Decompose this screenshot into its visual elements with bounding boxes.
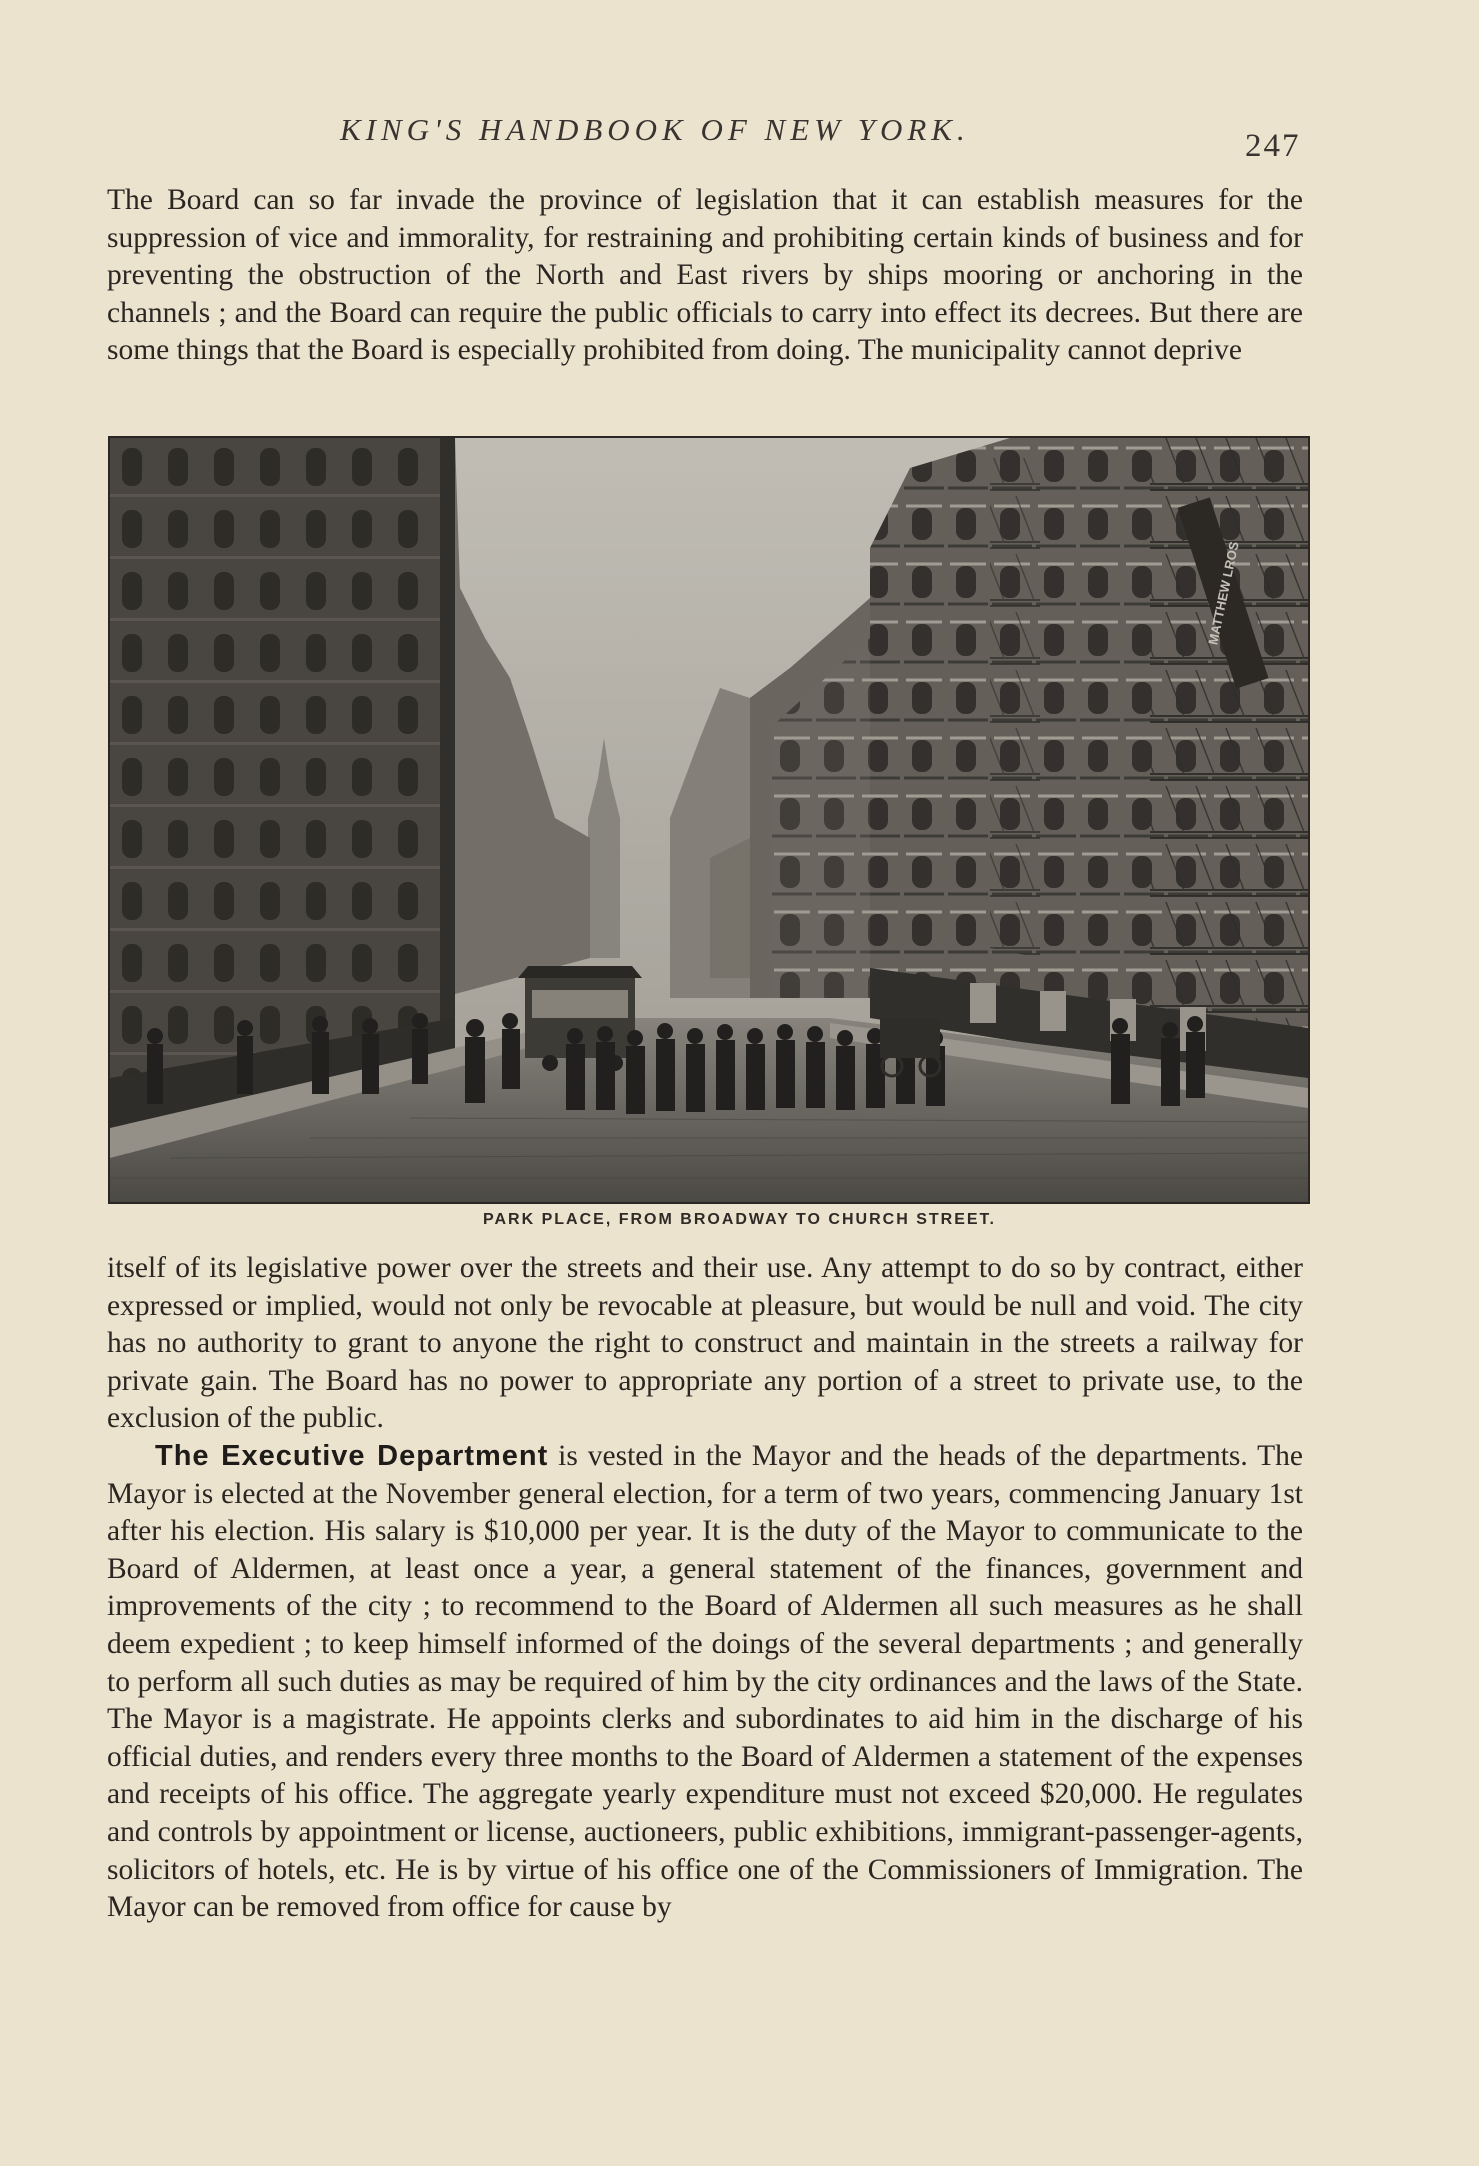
body-text-block: [107, 1250, 1303, 1927]
page-number: 247: [1245, 128, 1301, 164]
running-head: KING'S HANDBOOK OF NEW YORK.: [340, 112, 970, 147]
building-sign-text: MATTHEW LROS: [1205, 540, 1242, 647]
continued-paragraph: itself of its legislative power over the streets and their use. Any attempt to do so by contract, either expressed or implied, would not only be revocable at pleasure, but would be null and void. The city has no authority to grant to anyone the right to construct and maintain in the streets a railway for private gain. The Board has no power to appropriate any portion of a street to private use, to the exclusion of the public.: [107, 1252, 1303, 1435]
executive-paragraph: [107, 1438, 1303, 1927]
figure-caption: PARK PLACE, FROM BROADWAY TO CHURCH STREET.: [483, 1211, 996, 1228]
street-photograph: [108, 436, 1310, 1204]
executive-paragraph-text: is vested in the Mayor and the heads of the departments. The Mayor is elected at the November general election, for a term of two years, commencing January 1st after his election. His salary is $10,000 per year. It is the duty of the Mayor to communicate to the Board of Aldermen, at least once a year, a general statement of the finances, government and improvements of the city ; to recommend to the Board of Aldermen all such measures as he shall deem expedient ; to keep himself informed of the doings of the several departments ; and generally to perform all such duties as may be required of him by the city ordinances and the laws of the State. The Mayor is a magistrate. He appoints clerks and subordinates to aid him in the discharge of his official duties, and renders every three months to the Board of Aldermen a statement of the expenses and receipts of his office. The aggregate yearly expenditure must not exceed $20,000. He regulates and controls by appointment or license, auctioneers, public exhibitions, immigrant-passenger-agents, solicitors of hotels, etc. He is by virtue of his office one of the Commissioners of Immigration. The Mayor can be removed from office for cause by: [107, 1439, 1303, 1924]
section-heading: The Executive Department: [155, 1439, 549, 1472]
intro-paragraph-block: [107, 182, 1303, 370]
intro-paragraph: The Board can so far invade the province of legislation that it can establish measures for the suppression of vice and immorality, for restraining and prohibiting certain kinds of business and for preventing the obstruction of the North and East rivers by ships mooring or anchoring in the channels ; and the Board can require the public officials to carry into effect its decrees. But there are some things that the Board is especially prohibited from doing. The municipality cannot deprive: [107, 184, 1303, 367]
